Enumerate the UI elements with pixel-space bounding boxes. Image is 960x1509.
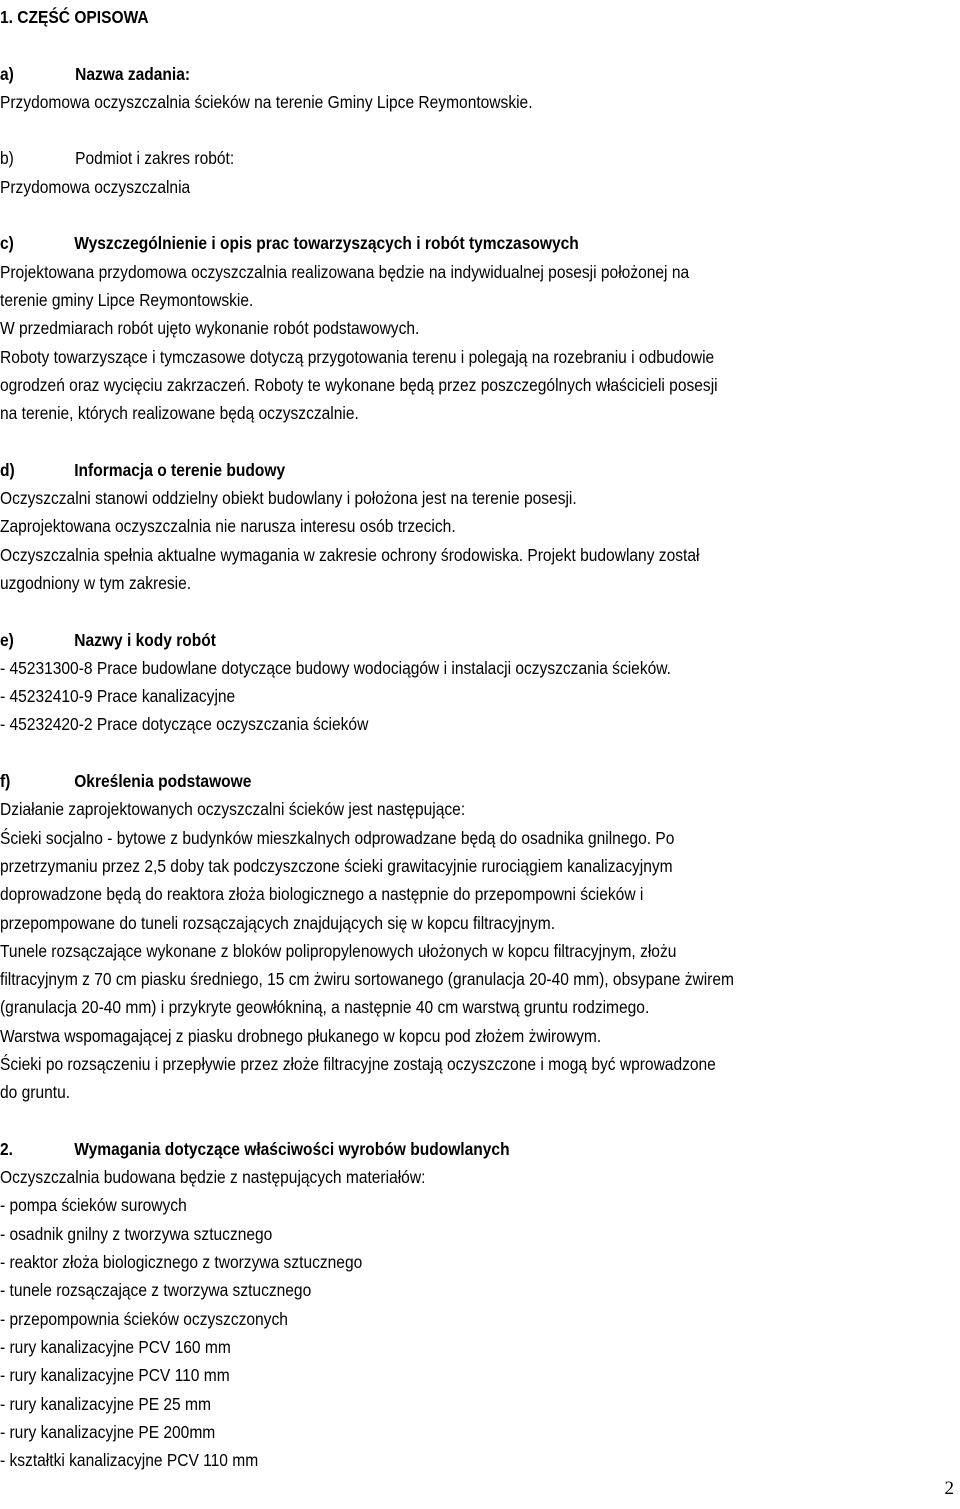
material-list-item: - tunele rozsączające z tworzywa sztucznego (0, 1280, 312, 1301)
section-2-intro: Oczyszczalnia budowana będzie z następujących materiałów: (0, 1167, 426, 1188)
material-list-item: - reaktor złoża biologicznego z tworzywa sztucznego (0, 1252, 363, 1273)
material-list-item: - rury kanalizacyjne PCV 160 mm (0, 1336, 231, 1357)
subsection-d-line: Oczyszczalnia spełnia aktualne wymagania w zakresie ochrony środowiska. Projekt budowlany został (0, 544, 700, 565)
subsection-c-line: Projektowana przydomowa oczyszczalnia realizowana będzie na indywidualnej posesji położonej na (0, 261, 690, 282)
material-list-item: - rury kanalizacyjne PE 25 mm (0, 1393, 211, 1414)
subsection-d-heading (0, 456, 858, 484)
subsection-d-title: Informacja o terenie budowy (74, 459, 286, 480)
subsection-f-line: filtracyjnym z 70 cm piasku średniego, 15 cm żwiru sortowanego (granulacja 20-40 mm), obsypane żwirem (0, 969, 734, 990)
subsection-e-marker: e) (0, 629, 14, 650)
material-list-item: - osadnik gnilny z tworzywa sztucznego (0, 1223, 273, 1244)
document-content (0, 3, 858, 1474)
subsection-f-line: Ścieki po rozsączeniu i przepływie przez złoże filtracyjne zostają oczyszczone i mogą być wprowadzone (0, 1053, 716, 1074)
subsection-d-line: uzgodniony w tym zakresie. (0, 572, 192, 593)
subsection-e-line: - 45232410-9 Prace kanalizacyjne (0, 686, 236, 707)
subsection-c-line: ogrodzeń oraz wycięciu zakrzaczeń. Roboty te wykonane będą przez poszczególnych właścicieli posesji (0, 374, 718, 395)
subsection-f-marker: f) (0, 771, 11, 792)
subsection-c-line: Roboty towarzyszące i tymczasowe dotyczą przygotowania terenu i polegają na rozebraniu i odbudowie (0, 346, 715, 367)
subsection-a-title: Nazwa zadania: (75, 63, 191, 84)
subsection-c-marker: c) (0, 233, 14, 254)
subsection-f-line: (granulacja 20-40 mm) i przykryte geowłókniną, a następnie 40 cm warstwą gruntu rodzimego. (0, 997, 650, 1018)
subsection-c-heading (0, 229, 858, 257)
subsection-d-marker: d) (0, 459, 15, 480)
subsection-b-heading (0, 144, 858, 172)
subsection-a-heading (0, 60, 858, 88)
subsection-f-line: przepompowane do tuneli rozsączających znajdujących się w kopcu filtracyjnym. (0, 912, 556, 933)
subsection-e-heading (0, 626, 858, 654)
subsection-f-heading (0, 767, 858, 795)
material-list-item: - pompa ścieków surowych (0, 1195, 187, 1216)
subsection-a-line: Przydomowa oczyszczalnia ścieków na terenie Gminy Lipce Reymontowskie. (0, 91, 533, 112)
material-list-item: - rury kanalizacyjne PCV 110 mm (0, 1365, 230, 1386)
subsection-f-line: przetrzymaniu przez 2,5 doby tak podczyszczone ścieki grawitacyjnie rurociągiem kanalizacyjnym (0, 855, 673, 876)
section-2-heading (0, 1135, 858, 1163)
subsection-f-line: do gruntu. (0, 1082, 71, 1103)
subsection-c-line: terenie gminy Lipce Reymontowskie. (0, 289, 254, 310)
subsection-a-marker: a) (0, 63, 14, 84)
subsection-b-marker: b) (0, 148, 14, 169)
material-list-item: - kształtki kanalizacyjne PCV 110 mm (0, 1450, 259, 1471)
section-2-marker: 2. (0, 1138, 13, 1159)
subsection-f-line: Tunele rozsączające wykonane z bloków polipropylenowych ułożonych w kopcu filtracyjnym, złożu (0, 940, 677, 961)
section-2-title: Wymagania dotyczące właściwości wyrobów budowlanych (74, 1138, 510, 1159)
subsection-f-line: doprowadzone będą do reaktora złoża biologicznego a następnie do przepompowni ścieków i (0, 884, 644, 905)
page-number: 2 (944, 1478, 954, 1499)
subsection-e-line: - 45231300-8 Prace budowlane dotyczące budowy wodociągów i instalacji oczyszczania ścieków. (0, 657, 671, 678)
subsection-e-line: - 45232420-2 Prace dotyczące oczyszczania ścieków (0, 714, 369, 735)
subsection-d-line: Zaprojektowana oczyszczalnia nie narusza interesu osób trzecich. (0, 516, 456, 537)
subsection-c-line: na terenie, których realizowane będą oczyszczalnie. (0, 403, 359, 424)
subsection-b-line: Przydomowa oczyszczalnia (0, 176, 191, 197)
material-list-item: - rury kanalizacyjne PE 200mm (0, 1421, 216, 1442)
subsection-d-line: Oczyszczalni stanowi oddzielny obiekt budowlany i położona jest na terenie posesji. (0, 488, 577, 509)
subsection-f-line: Warstwa wspomagającej z piasku drobnego płukanego w kopcu pod złożem żwirowym. (0, 1025, 602, 1046)
material-list-item: - przepompownia ścieków oczyszczonych (0, 1308, 288, 1329)
subsection-e-title: Nazwy i kody robót (74, 629, 216, 650)
subsection-c-title: Wyszczególnienie i opis prac towarzyszących i robót tymczasowych (74, 233, 579, 254)
subsection-f-line: Ścieki socjalno - bytowe z budynków mieszkalnych odprowadzane będą do osadnika gnilnego. Po (0, 827, 675, 848)
subsection-c-line: W przedmiarach robót ujęto wykonanie robót podstawowych. (0, 318, 420, 339)
subsection-f-line: Działanie zaprojektowanych oczyszczalni ścieków jest następujące: (0, 799, 466, 820)
section-1-title: 1. CZĘŚĆ OPISOWA (0, 7, 149, 27)
subsection-b-title: Podmiot i zakres robót: (75, 148, 235, 169)
subsection-f-title: Określenia podstawowe (74, 771, 252, 792)
